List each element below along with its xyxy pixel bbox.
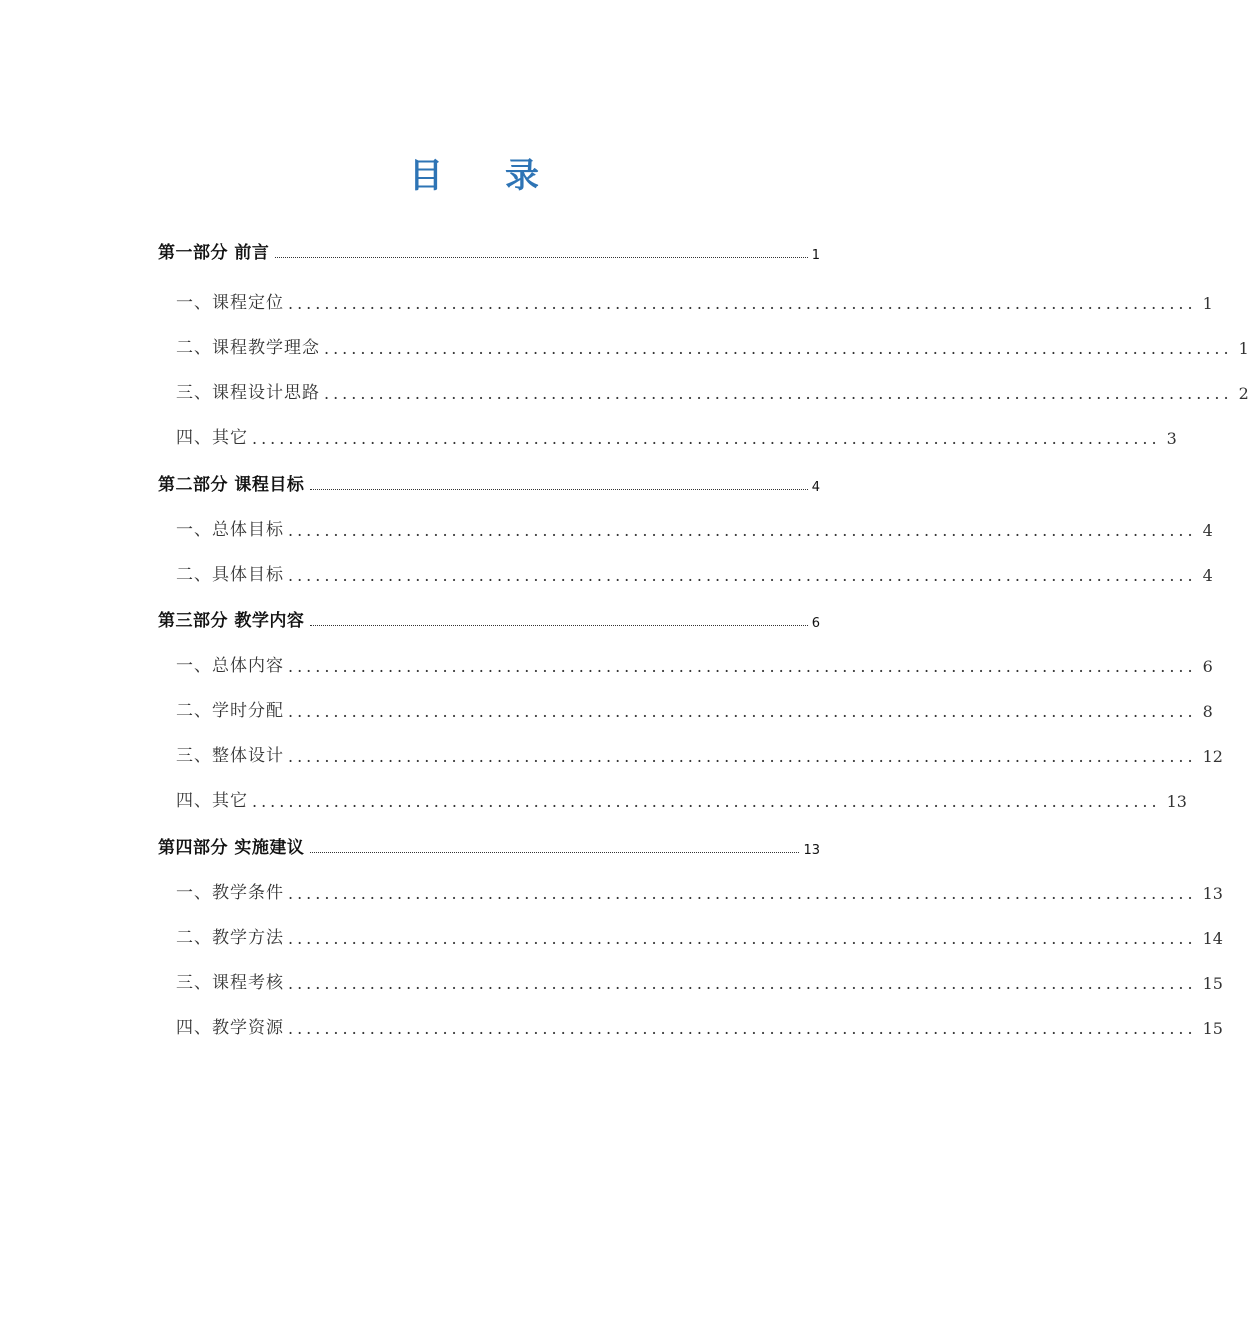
toc-entry-label: 三、整体设计: [176, 746, 284, 766]
dot-leader: ....................................................................................................: [324, 339, 1233, 358]
toc-item-entry[interactable]: [176, 560, 1213, 585]
title-char-2: 录: [505, 156, 541, 196]
toc-item-entry[interactable]: [176, 288, 1213, 313]
toc-item-entry[interactable]: [176, 333, 1249, 358]
toc-entry-label: 一、课程定位: [176, 293, 284, 313]
toc-page-number: 15: [1202, 974, 1223, 993]
toc-entry-label: 二、课程教学理念: [176, 338, 320, 358]
dot-leader: ....................................................................................................: [288, 747, 1197, 766]
toc-entry-label: 四、其它: [176, 428, 248, 448]
toc-entry-label: 三、课程考核: [176, 973, 284, 993]
dot-leader: ....................................................................................................: [288, 929, 1197, 948]
toc-entry-label: 一、总体内容: [176, 656, 284, 676]
toc-page-number: 3: [1166, 429, 1177, 448]
toc-page-number: 4: [1202, 566, 1213, 585]
toc-page-number: 4: [1202, 521, 1213, 540]
toc-page-number: 8: [1202, 702, 1213, 721]
dot-leader: ....................................................................................................: [288, 702, 1197, 721]
dot-leader: ....................................................................................................: [288, 521, 1197, 540]
page-title: [0, 148, 950, 197]
toc-page-number: 13: [1202, 884, 1223, 903]
toc-entry-label: 第二部分 课程目标: [158, 475, 305, 495]
toc-item-entry[interactable]: [176, 378, 1249, 403]
dot-leader: ....................................................................................................: [288, 974, 1197, 993]
toc-part-entry[interactable]: [158, 606, 820, 631]
toc-entry-label: 二、学时分配: [176, 701, 284, 721]
toc-page-number: 4: [811, 480, 820, 495]
dot-leader: ....................................................................................................: [252, 429, 1161, 448]
dot-leader: [310, 489, 807, 490]
toc-page-number: 1: [1238, 339, 1249, 358]
toc-page-number: 13: [803, 843, 820, 858]
toc-item-entry[interactable]: [176, 786, 1187, 811]
toc-item-entry[interactable]: [176, 741, 1223, 766]
dot-leader: [310, 625, 807, 626]
toc-entry-label: 一、总体目标: [176, 520, 284, 540]
toc-entry-label: 第一部分 前言: [158, 243, 270, 263]
toc-item-entry[interactable]: [176, 515, 1213, 540]
toc-entry-label: 二、具体目标: [176, 565, 284, 585]
dot-leader: ....................................................................................................: [288, 294, 1197, 313]
dot-leader: ....................................................................................................: [288, 566, 1197, 585]
toc-item-entry[interactable]: [176, 696, 1213, 721]
toc-page-number: 15: [1202, 1019, 1223, 1038]
toc-entry-label: 一、教学条件: [176, 883, 284, 903]
toc-item-entry[interactable]: [176, 651, 1213, 676]
toc-page-number: 14: [1202, 929, 1223, 948]
toc-item-entry[interactable]: [176, 968, 1223, 993]
toc-item-entry[interactable]: [176, 423, 1177, 448]
dot-leader: ....................................................................................................: [288, 884, 1197, 903]
toc-page-number: 6: [1202, 657, 1213, 676]
toc-entry-label: 四、教学资源: [176, 1018, 284, 1038]
dot-leader: ....................................................................................................: [252, 792, 1161, 811]
toc-item-entry[interactable]: [176, 1013, 1223, 1038]
toc-entry-label: 二、教学方法: [176, 928, 284, 948]
dot-leader: ....................................................................................................: [288, 1019, 1197, 1038]
toc-page-number: 6: [811, 616, 820, 631]
toc-page-number: 12: [1202, 747, 1223, 766]
toc-page-number: 13: [1166, 792, 1187, 811]
toc-entry-label: 四、其它: [176, 791, 248, 811]
toc-part-entry[interactable]: [158, 833, 820, 858]
toc-page-number: 1: [1202, 294, 1213, 313]
toc-item-entry[interactable]: [176, 878, 1223, 903]
toc-page-number: 2: [1238, 384, 1249, 403]
toc-part-entry[interactable]: [158, 470, 820, 495]
title-char-1: 目: [409, 156, 445, 196]
dot-leader: [275, 257, 807, 258]
toc-entry-label: 第三部分 教学内容: [158, 611, 305, 631]
toc-entry-label: 第四部分 实施建议: [158, 838, 305, 858]
toc-part-entry[interactable]: [158, 238, 820, 263]
toc-page-number: 1: [811, 248, 820, 263]
dot-leader: [310, 852, 799, 853]
toc-entry-label: 三、课程设计思路: [176, 383, 320, 403]
dot-leader: ....................................................................................................: [324, 384, 1233, 403]
toc-item-entry[interactable]: [176, 923, 1223, 948]
dot-leader: ....................................................................................................: [288, 657, 1197, 676]
